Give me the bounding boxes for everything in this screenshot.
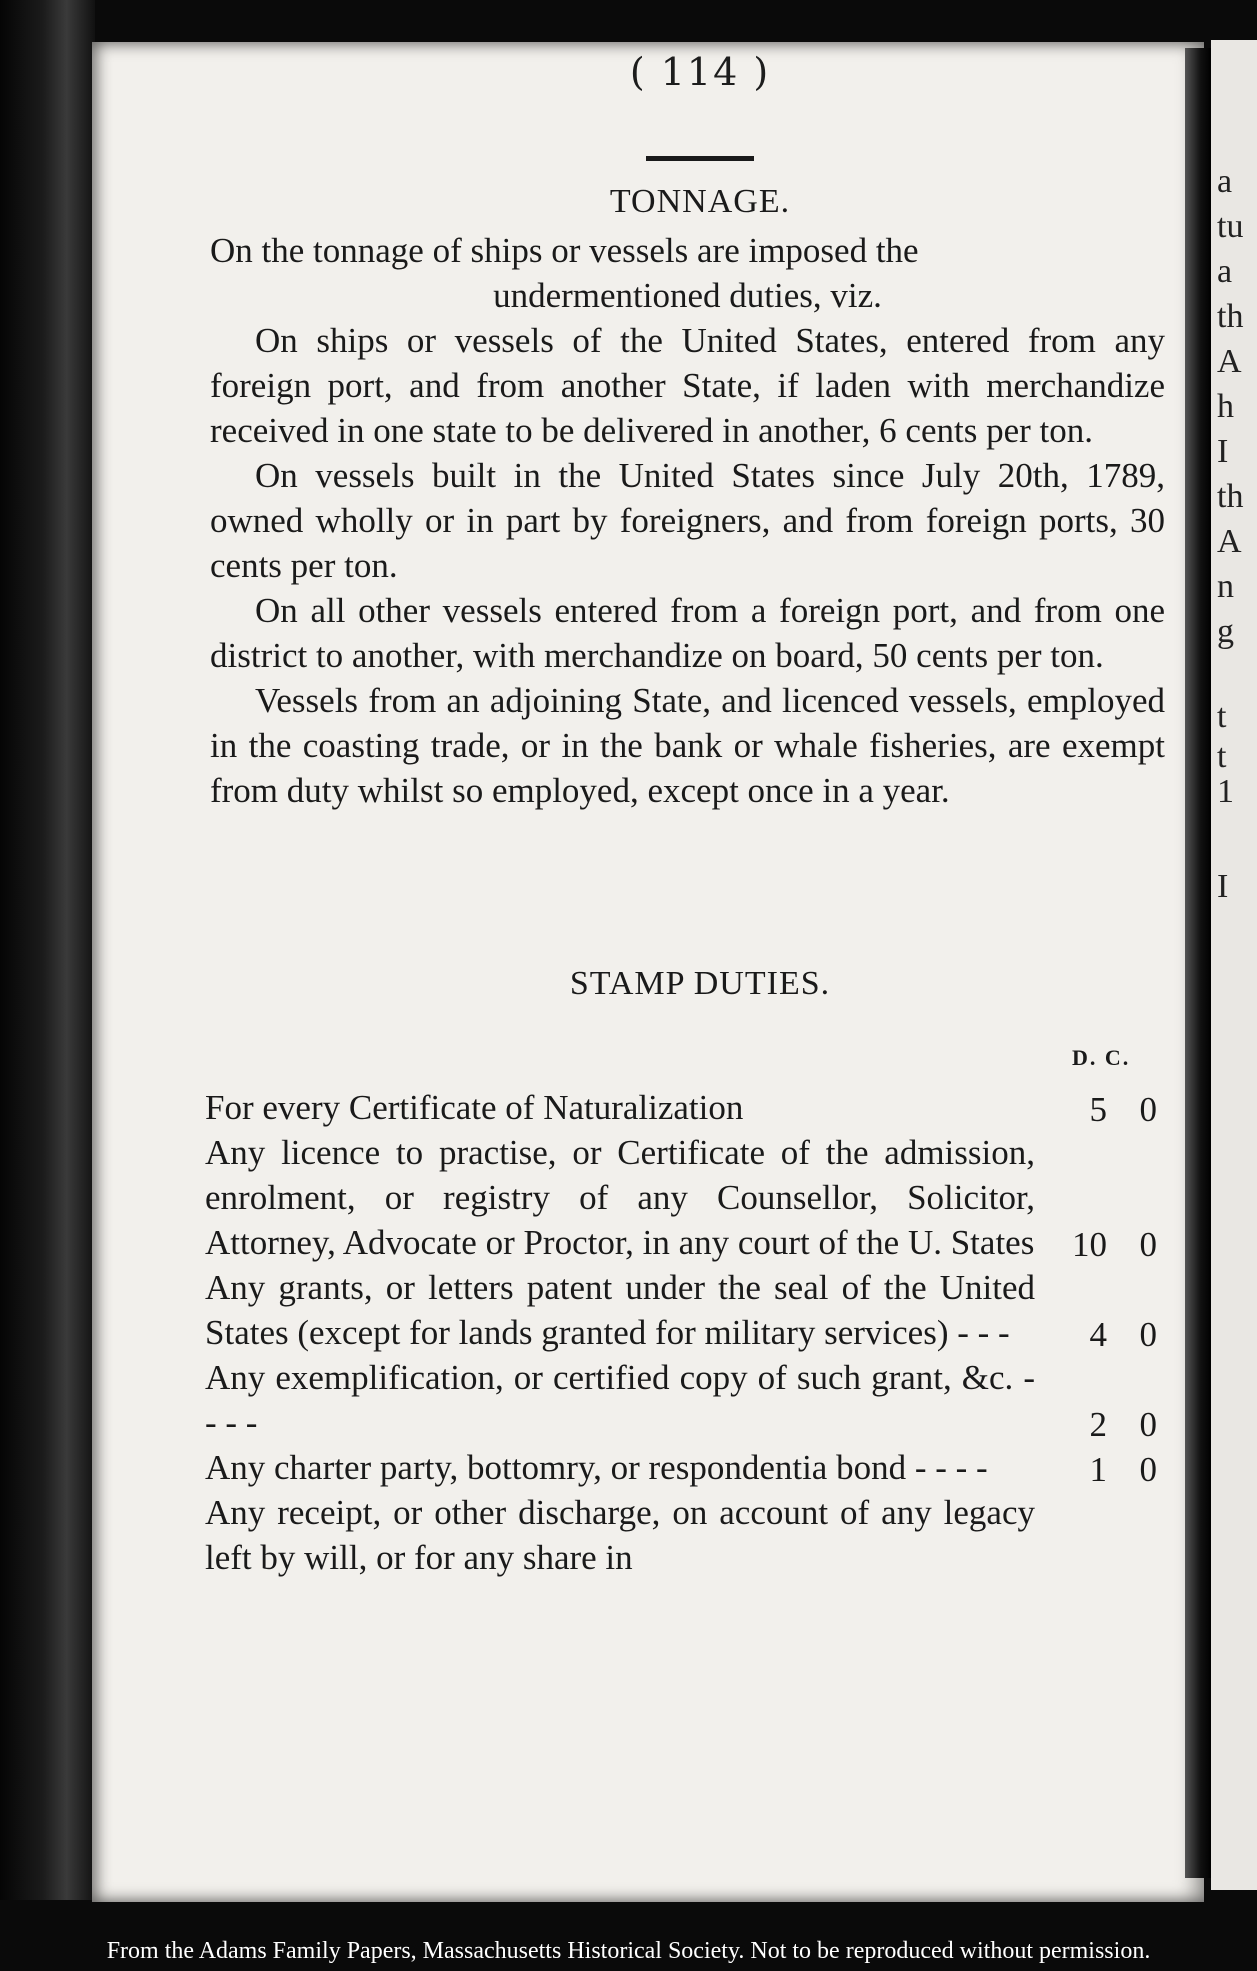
section-rule <box>646 156 754 161</box>
fragment: th <box>1217 298 1244 335</box>
dollars-column-label: D. <box>1072 1045 1098 1070</box>
duty-row <box>205 1445 1165 1490</box>
duty-row <box>205 1265 1165 1355</box>
fragment: n <box>1217 568 1234 605</box>
stamp-duties-heading: STAMP DUTIES. <box>569 965 831 1002</box>
duty-description: For every Certificate of Naturalization <box>205 1088 744 1127</box>
duty-dollars: 5 <box>1089 1090 1107 1129</box>
tonnage-intro-line1: On the tonnage of ships or vessels are imposed the <box>210 231 919 270</box>
duty-cents: 0 <box>1139 1225 1157 1264</box>
tonnage-paragraph: On ships or vessels of the United States, entered from any foreign port, and from another State, if laden with merchandize received in one state to be delivered in another, 6 cents per ton. <box>210 321 1165 450</box>
duty-description: Any receipt, or other discharge, on account of any legacy left by will, or for any share in <box>205 1493 1035 1577</box>
fragment: g <box>1217 613 1234 650</box>
fragment: a <box>1217 163 1233 200</box>
duty-dollars: 1 <box>1089 1450 1107 1489</box>
fragment: h <box>1217 388 1234 425</box>
copyright-caption: From the Adams Family Papers, Massachusetts Historical Society. Not to be reproduced without permission. <box>106 1938 1151 1964</box>
tonnage-heading: TONNAGE. <box>609 183 791 220</box>
fragment: th <box>1217 478 1244 515</box>
fragment: A <box>1217 523 1242 560</box>
duty-dollars: 2 <box>1089 1405 1107 1444</box>
fragment: t <box>1217 698 1227 735</box>
tonnage-paragraph: On vessels built in the United States since July 20th, 1789, owned wholly or in part by foreigners, and from foreign ports, 30 cents per ton. <box>210 456 1165 585</box>
fragment: A <box>1217 343 1242 380</box>
duty-dollars: 4 <box>1089 1315 1107 1354</box>
stamp-duties-list <box>205 1085 1165 1580</box>
cents-column-label: C. <box>1104 1045 1131 1070</box>
duty-cents: 0 <box>1139 1405 1157 1444</box>
fragment: I <box>1217 433 1229 470</box>
duty-row <box>205 1130 1165 1265</box>
fragment: tu <box>1217 208 1244 245</box>
page-edge <box>1185 48 1211 1878</box>
duty-cents: 0 <box>1139 1090 1157 1129</box>
fragment: I <box>1217 868 1229 905</box>
duty-cents: 0 <box>1139 1315 1157 1354</box>
duty-cents: 0 <box>1139 1450 1157 1489</box>
page-number: ( 114 ) <box>629 50 771 94</box>
tonnage-paragraph: Vessels from an adjoining State, and licenced vessels, employed in the coasting trade, or in the bank or whale fisheries, are exempt from duty whilst so employed, except once in a year. <box>210 681 1165 810</box>
facing-page-fragment <box>1211 40 1257 1890</box>
duty-description: Any charter party, bottomry, or respondentia bond - - - - <box>205 1448 988 1487</box>
duty-description: Any licence to practise, or Certificate of the admission, enrolment, or registry of any Counsellor, Solicitor, Attorney, Advocate or Proctor, in any court of the U. States <box>205 1133 1035 1262</box>
duty-description: Any grants, or letters patent under the seal of the United States (except for lands granted for military services) - - - <box>205 1268 1035 1352</box>
book-binding <box>0 0 95 1900</box>
duty-row <box>205 1490 1165 1580</box>
duty-dollars: 10 <box>1072 1225 1107 1264</box>
duty-row <box>205 1085 1165 1130</box>
tonnage-text <box>210 228 1165 813</box>
tonnage-intro-line2: undermentioned duties, viz. <box>493 276 882 315</box>
tonnage-paragraph: On all other vessels entered from a foreign port, and from one district to another, with merchandize on board, 50 cents per ton. <box>210 591 1165 675</box>
fragment: 1 <box>1217 773 1234 810</box>
fragment: t <box>1217 738 1227 775</box>
column-header <box>1072 1045 1130 1071</box>
duty-row <box>205 1355 1165 1445</box>
duty-description: Any exemplification, or certified copy of such grant, &c. - - - - <box>205 1358 1035 1442</box>
fragment: a <box>1217 253 1233 290</box>
